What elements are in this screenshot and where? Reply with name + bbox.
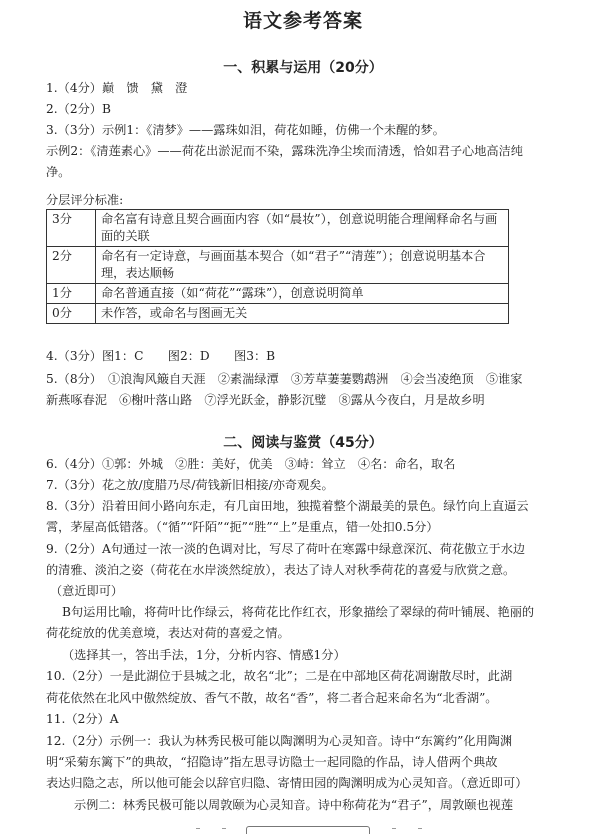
answer-q11: 11.（2分）A — [46, 712, 119, 726]
answer-q12-line: 示例二：林秀民极可能以周敦颐为心灵知音。诗中称荷花为“君子”，周敦颐也视莲 — [74, 798, 514, 812]
rubric-level: 2分 — [47, 247, 96, 284]
answer-q6: 6.（4分）①郭：外城 ②胜：美好，优美 ③峙：耸立 ④名：命名，取名 — [46, 457, 456, 471]
rubric-row — [47, 247, 509, 284]
answer-q12-line: 表达归隐之志，所以他可能会以辞官归隐、寄情田园的陶渊明成为心灵知音。（意近即可） — [46, 776, 528, 790]
footer-mark — [418, 828, 422, 829]
rubric-level: 0分 — [47, 304, 96, 324]
rubric-description: 命名富有诗意且契合画面内容（如“晨妆”），创意说明能合理阐释命名与画面的关联 — [96, 210, 509, 247]
answer-q12-line: 明“采菊东篱下”的典故，“招隐诗”指左思寻访隐士一起同隐的作品，诗人借两个典故 — [46, 755, 498, 769]
section-heading-accumulation: 一、积累与运用（20分） — [223, 60, 383, 76]
rubric-description: 未作答，或命名与图画无关 — [96, 304, 509, 324]
answer-q5-line: 5.（8分） ①浪淘风簸自天涯 ②素湍绿潭 ③芳草萋萋鹦鹉洲 ④会当凌绝顶 ⑤谁家 — [46, 372, 523, 386]
answer-q3-line: 3.（3分）示例1：《清梦》——露珠如泪，荷花如睡，仿佛一个未醒的梦。 — [46, 123, 445, 137]
rubric-table — [46, 209, 509, 324]
answer-q3-line: 示例2：《清莲素心》——荷花出淤泥而不染，露珠洗净尘埃而清透，恰如君子心地高洁纯 — [46, 144, 523, 158]
answer-q9-line: （选择其一，答出手法，1分，分析内容、情感1分） — [62, 648, 346, 662]
rubric-description: 命名普通直接（如“荷花”“露珠”），创意说明简单 — [96, 284, 509, 304]
answer-q2: 2.（2分）B — [46, 102, 111, 116]
footer-mark — [222, 828, 226, 829]
rubric-description: 命名有一定诗意，与画面基本契合（如“君子”“清莲”）；创意说明基本合理，表达顺畅 — [96, 247, 509, 284]
answer-q9-line: B句运用比喻，将荷叶比作绿云，将荷花比作红衣，形象描绘了翠绿的荷叶铺展、艳丽的 — [62, 605, 535, 619]
rubric-row — [47, 210, 509, 247]
footer-mark — [196, 828, 200, 829]
answer-q5-line: 新燕啄春泥 ⑥榭叶落山路 ⑦浮光跃金，静影沉璧 ⑧露从今夜白，月是故乡明 — [46, 393, 485, 407]
footer-mark — [392, 828, 396, 829]
answer-q1: 1.（4分）巅 馈 黛 澄 — [46, 81, 188, 95]
answer-q3-line: 净。 — [46, 165, 71, 179]
page-title: 语文参考答案 — [242, 10, 363, 32]
section-heading-reading: 二、阅读与鉴赏（45分） — [223, 435, 383, 451]
answer-q9-line: （意近即可） — [50, 584, 124, 598]
answer-q9-line: 荷花绽放的优美意境，表达对荷的喜爱之情。 — [46, 626, 290, 640]
answer-q8-line: 霄，茅屋高低错落。（“循”“阡陌”“扼”“胜”“上”是重点，错一处扣0.5分） — [46, 520, 439, 534]
answer-q8-line: 8.（3分）沿着田间小路向东走，有几亩田地，独揽着整个湖最美的景色。绿竹向上直逼云 — [46, 499, 529, 513]
answer-q10-line: 10.（2分）一是此湖位于县城之北，故名“北”；二是在中部地区荷花凋谢散尽时，此湖 — [46, 669, 513, 683]
answer-q9-line: 的清雅、淡泊之姿（荷花在水岸淡然绽放），表达了诗人对秋季荷花的喜爱与欣赏之意。 — [46, 563, 516, 577]
page-footer — [0, 824, 606, 834]
rubric-row — [47, 284, 509, 304]
rubric-title: 分层评分标准: — [46, 193, 124, 207]
footer-page-box — [246, 826, 370, 834]
answer-q9-line: 9.（2分）A句通过一浓一淡的色调对比，写尽了荷叶在寒露中绿意深沉、荷花傲立于水边 — [46, 542, 526, 556]
answer-q10-line: 荷花依然在北风中傲然绽放、香气不散，故名“香”，将二者合起来命名为“北香湖”。 — [46, 691, 498, 705]
answer-q12-line: 12.（2分）示例一：我认为林秀民极可能以陶渊明为心灵知音。诗中“东篱约”化用陶渊 — [46, 734, 513, 748]
answer-q4: 4.（3分）图1：C 图2：D 图3：B — [46, 349, 276, 363]
rubric-level: 1分 — [47, 284, 96, 304]
rubric-level: 3分 — [47, 210, 96, 247]
rubric-row — [47, 304, 509, 324]
answer-q7: 7.（3分）花之放/度腊乃尽/荷钱新旧相接/亦奇观矣。 — [46, 478, 334, 492]
